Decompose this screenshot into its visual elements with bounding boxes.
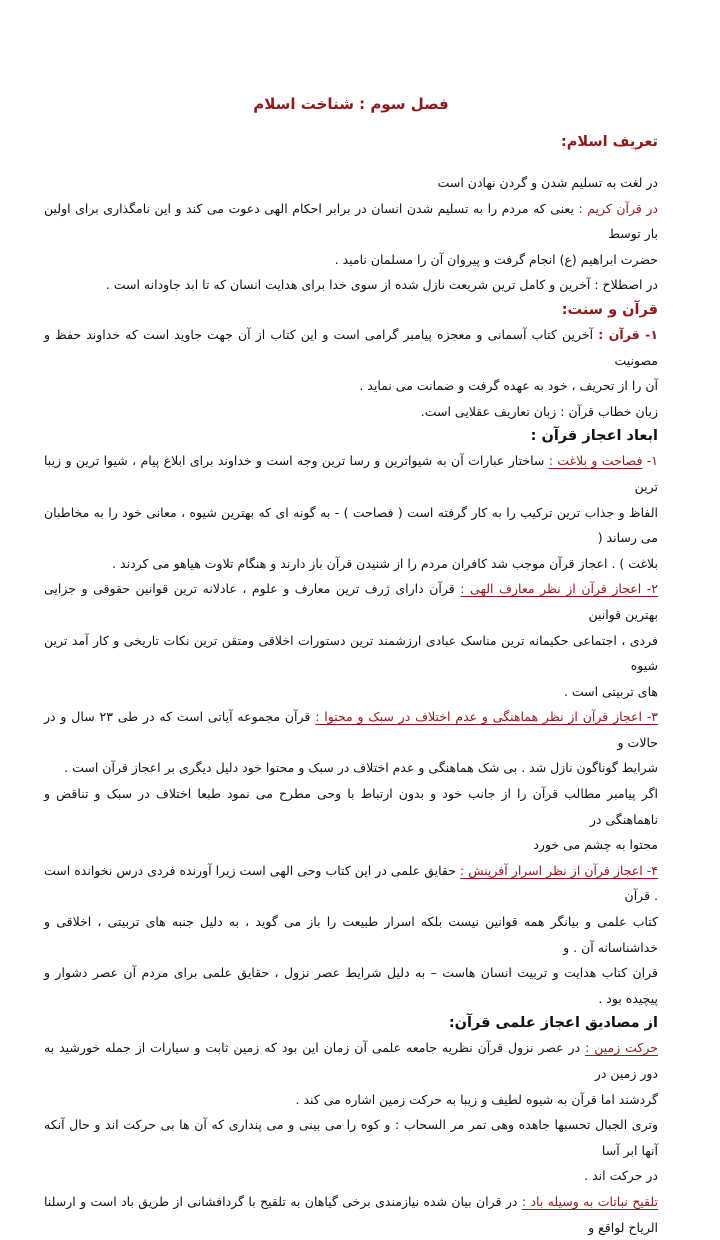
text: کتاب علمی و بیانگر همه قوانین نیست بلکه اسرار طبیعت را باز می گوید ، به دلیل جنبه های تربیتی ، اخلاقی و خداشناسانه آن . و (44, 914, 658, 955)
paragraph-earth-motion (44, 1035, 658, 1086)
text: ساختار عبارات آن به شیواترین و رسا ترین وجه است و خداوند برای ابلاغ پیام ، شیوا ترین و زیبا ترین (44, 453, 658, 494)
text: در عصر نزول قرآن نظریه جامعه علمی آن زمان این بود که زمین ثابت و سیارات از جمله خورشید به دور زمین در (44, 1040, 658, 1081)
term-label: حرکت زمین : (585, 1040, 658, 1056)
paragraph-wind-pollination (44, 1189, 658, 1240)
text: در حرکت اند . (584, 1168, 658, 1184)
paragraph-line (44, 755, 658, 781)
text: در لغت به تسلیم شدن و گردن نهادن است (437, 175, 658, 190)
paragraph-lexical (44, 170, 658, 196)
text: محتوا به چشم می خورد (533, 837, 658, 853)
term-label: ۱- قرآن : (598, 326, 658, 342)
paragraph-creation-secrets (44, 858, 658, 909)
term-label: فصاحت و بلاغت : (548, 453, 643, 469)
chapter-title: فصل سوم : شناخت اسلام (253, 95, 449, 113)
paragraph-line (44, 832, 658, 858)
term-label: ۴- اعجاز قرآن از نظر اسرار آفرینش : (459, 862, 658, 878)
text: حقایق علمی در این کتاب وحی الهی است زیرا آورنده فردی درس نخوانده است . قرآن (44, 862, 658, 904)
paragraph-line (44, 909, 658, 960)
paragraph-line (44, 1087, 658, 1113)
paragraph-line (44, 1163, 658, 1189)
text: گردشند اما قرآن به شیوه لطیف و زیبا به حرکت زمین اشاره می کند . (295, 1091, 658, 1107)
paragraph-line (44, 500, 658, 551)
dimensions-heading: ابعاد اعجاز قرآن : (530, 428, 658, 445)
text: الفاظ و جذاب ترین ترکیب را به کار گرفته است ( فصاحت ) - به گونه ای که بهترین شیوه ، معانی خود را به مخاطبان می رساند ( (44, 504, 658, 546)
paragraph-line (44, 781, 658, 832)
text: های تربیتی است . (563, 683, 658, 699)
text: آخرین کتاب آسمانی و معجزه پیامبر گرامی است و این کتاب از آن جهت جاوید است که خداوند حفظ و مصونیت (44, 326, 658, 368)
text: حضرت ابراهیم (ع) انجام گرفت و پیروان آن را مسلمان نامید . (334, 251, 658, 267)
text: شرایط گوناگون نازل شد . بی شک هماهنگی و عدم اختلاف در سبک و محتوا خود دلیل دیگری بر اعجاز قرآن است . (64, 760, 658, 776)
term-label: در قرآن کریم : (578, 200, 658, 216)
paragraph-terminology (44, 272, 658, 298)
definition-heading: تعریف اسلام: (560, 134, 658, 150)
paragraph-line (44, 679, 658, 705)
examples-heading: از مصادیق اعجاز علمی قرآن: (448, 1015, 658, 1032)
text: در قران بیان شده نیازمندی برخی گیاهان به تلقیح با گردافشانی از طریق باد است و ارسلنا الریاح لواقع و (44, 1193, 658, 1235)
text: اگر پیامبر مطالب قرآن را از جانب خود و بدون ارتباط با وحی مطرح می نمود طبعا اختلاف در سبک و تناقض و ناهماهنگی در (44, 786, 658, 827)
text: قران کتاب هدایت و تربیت انسان هاست – به دلیل شرایط عصر نزول ، حقایق علمی برای مردم آن عصر دشوار و پیچیده بود . (44, 965, 658, 1006)
term-label: ۳- اعجاز قرآن از نظر هماهنگی و عدم اختلاف در سبک و محتوا : (315, 709, 658, 725)
item-number: ۱- (642, 453, 659, 469)
text: فردی ، اجتماعی حکیمانه ترین مناسک عبادی ارزشمند ترین دستورات اخلاقی ومتقن ترین نکات تاریخی و کار آمد ترین شیوه (44, 632, 658, 674)
text: وتری الجبال تحسبها جاهده وهی تمر مر السحاب : و کوه را می بینی و می پنداری که آن ها بی حرکت اند و حال آنکه آنها ابر آسا (44, 1117, 658, 1158)
text: آن را از تحریف ، خود به عهده گرفت و ضمانت می نماید . (359, 378, 658, 394)
paragraph-line (44, 373, 658, 399)
paragraph-line (44, 628, 658, 679)
paragraph-line (44, 551, 658, 577)
term-label: ۲- اعجاز قرآن از نظر معارف الهی : (460, 581, 658, 597)
paragraph-line (44, 247, 658, 273)
text: قرآن دارای ژرف ترین معارف و علوم ، عادلانه ترین قوانین حقوقی و جزایی بهترین قوانین (44, 581, 658, 622)
paragraph-line (44, 1112, 658, 1163)
paragraph-language (44, 399, 658, 425)
paragraph-eloquence (44, 448, 658, 499)
text: در اصطلاح : آخرین و کامل ترین شریعت نازل شده از سوی خدا برای هدایت انسان که تا ابد جاودانه است . (105, 277, 658, 293)
term-label: تلقیح نباتات به وسیله باد : (521, 1193, 658, 1209)
text: بلاغت ) . اعجاز قرآن موجب شد کافران مردم را از شنیدن قرآن باز دارند و هنگام تلاوت هیاهو می کردند . (112, 555, 658, 571)
paragraph-quran-definition (44, 196, 658, 247)
quran-sunnah-heading: قرآن و سنت: (561, 301, 658, 318)
text: قرآن مجموعه آیاتی است که در طی ۲۳ سال و در حالات و (44, 709, 658, 750)
paragraph-divine-knowledge (44, 576, 658, 627)
paragraph-harmony (44, 704, 658, 755)
text: یعنی که مردم را به تسلیم شدن انسان در برابر احکام الهی دعوت می کند و این نامگذاری برای اولین بار توسط (44, 200, 658, 242)
paragraph-quran (44, 322, 658, 373)
paragraph-line (44, 960, 658, 1011)
text: زبان خطاب قرآن : زبان تعاریف عقلایی است. (420, 403, 658, 419)
